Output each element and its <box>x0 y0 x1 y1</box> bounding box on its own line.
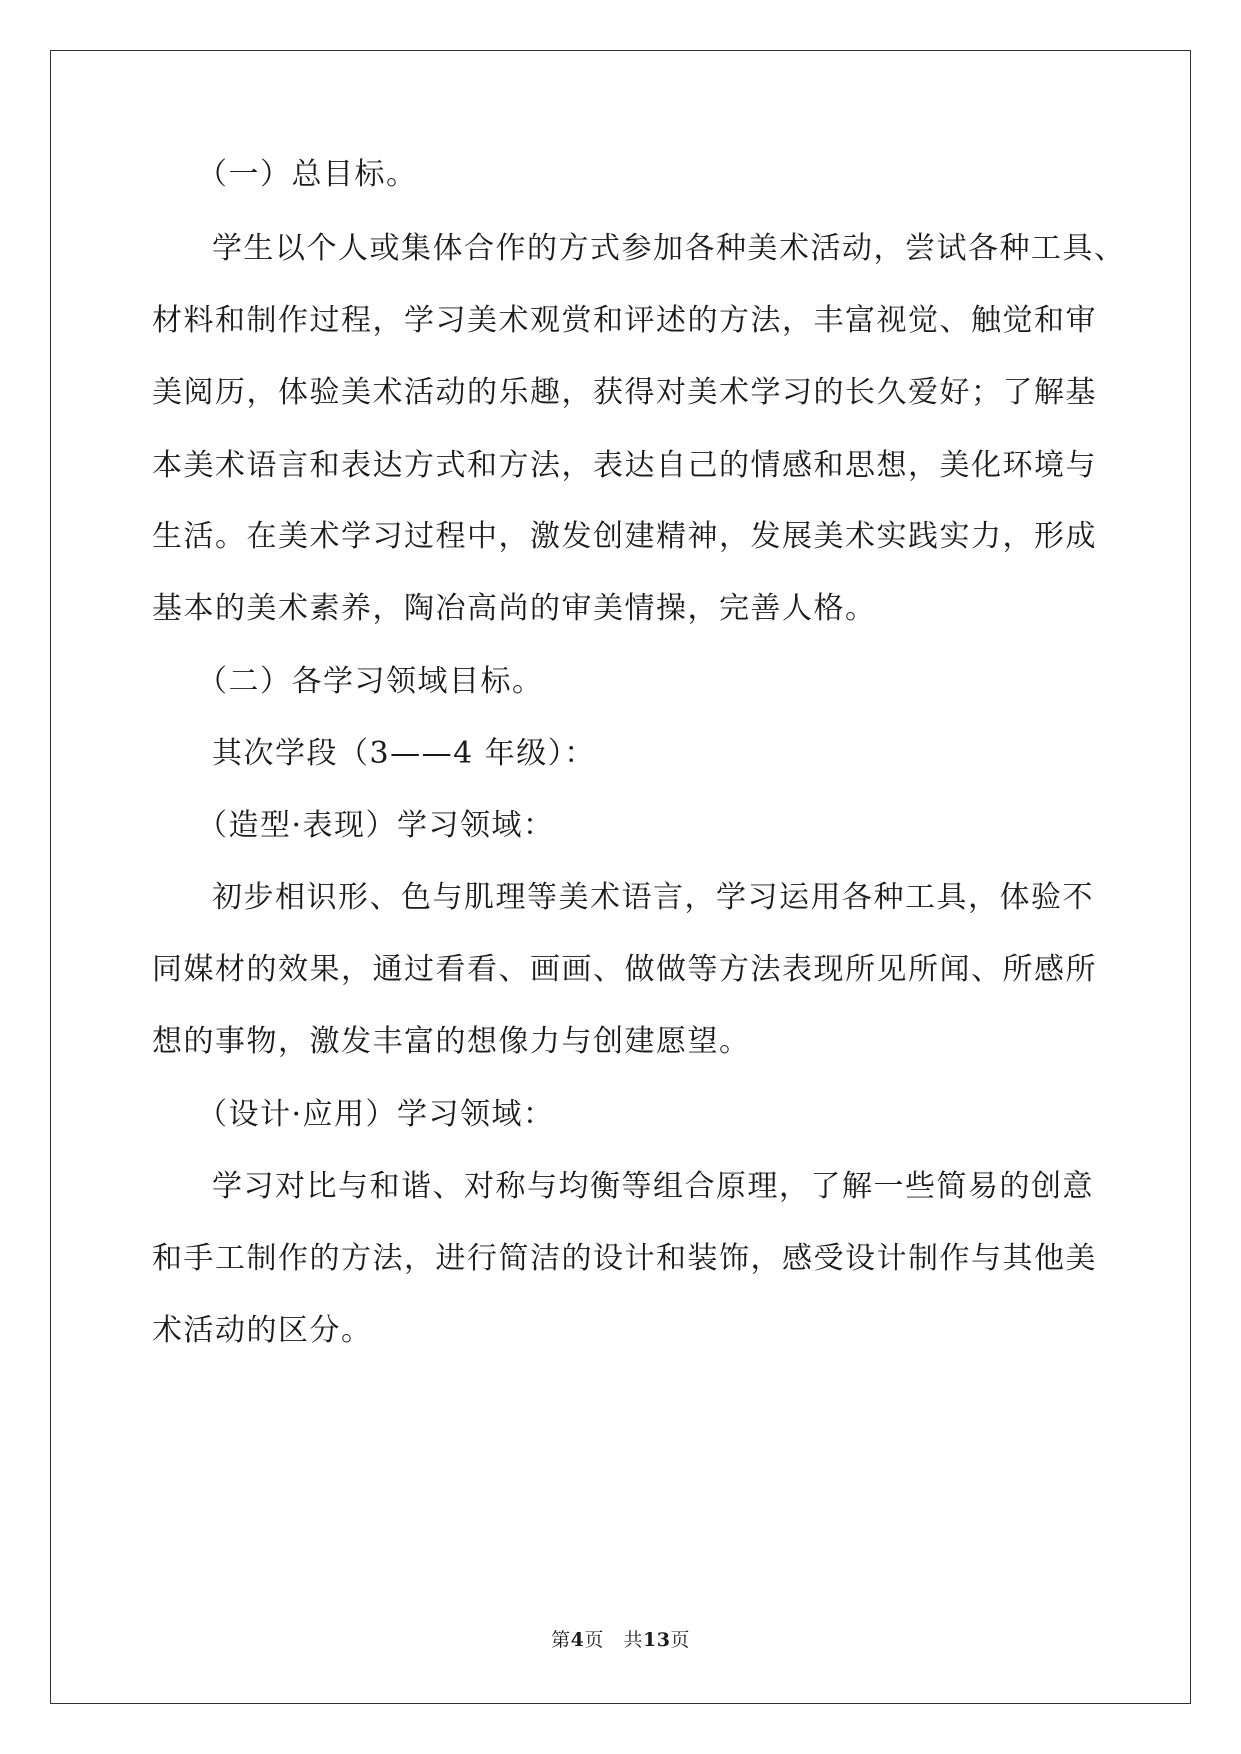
paragraph-line: 材料和制作过程，学习美术观赏和评述的方法，丰富视觉、触觉和审 <box>152 303 1097 338</box>
paragraph-line: 美阅历，体验美术活动的乐趣，获得对美术学习的长久爱好；了解基 <box>152 375 1097 410</box>
total-suffix: 页 <box>670 1629 690 1651</box>
total-prefix: 共 <box>623 1629 643 1651</box>
paragraph-line: 术活动的区分。 <box>152 1313 373 1348</box>
total-pages: 13 <box>642 1629 671 1651</box>
section-heading-general-goal: （一）总目标。 <box>197 157 418 192</box>
paragraph-line: 学生以个人或集体合作的方式参加各种美术活动，尝试各种工具、 <box>212 231 1126 266</box>
paragraph-line: 和手工制作的方法，进行简洁的设计和装饰，感受设计制作与其他美 <box>152 1241 1097 1276</box>
subheading-modeling: （造型·表现）学习领域： <box>197 808 555 843</box>
page-number: 4 <box>570 1629 585 1651</box>
paragraph-line: 想的事物，激发丰富的想像力与创建愿望。 <box>152 1024 751 1059</box>
paragraph-line: 生活。在美术学习过程中，激发创建精神，发展美术实践实力，形成 <box>152 519 1097 554</box>
subheading-stage: 其次学段（3——4 年级）： <box>212 736 596 771</box>
paragraph-line: 学习对比与和谐、对称与均衡等组合原理，了解一些简易的创意 <box>212 1169 1094 1204</box>
page-footer <box>0 1628 1241 1652</box>
paragraph-line: 初步相识形、色与肌理等美术语言，学习运用各种工具，体验不 <box>212 880 1094 915</box>
page-suffix: 页 <box>584 1629 604 1651</box>
paragraph-line: 基本的美术素养，陶冶高尚的审美情操，完善人格。 <box>152 591 877 626</box>
page-prefix: 第 <box>551 1629 571 1651</box>
page-border <box>50 50 1191 1704</box>
paragraph-line: 同媒材的效果，通过看看、画画、做做等方法表现所见所闻、所感所 <box>152 952 1097 987</box>
paragraph-line: 本美术语言和表达方式和方法，表达自己的情感和思想，美化环境与 <box>152 448 1097 483</box>
section-heading-domain-goals: （二）各学习领域目标。 <box>197 664 544 699</box>
subheading-design: （设计·应用）学习领域： <box>197 1097 555 1132</box>
